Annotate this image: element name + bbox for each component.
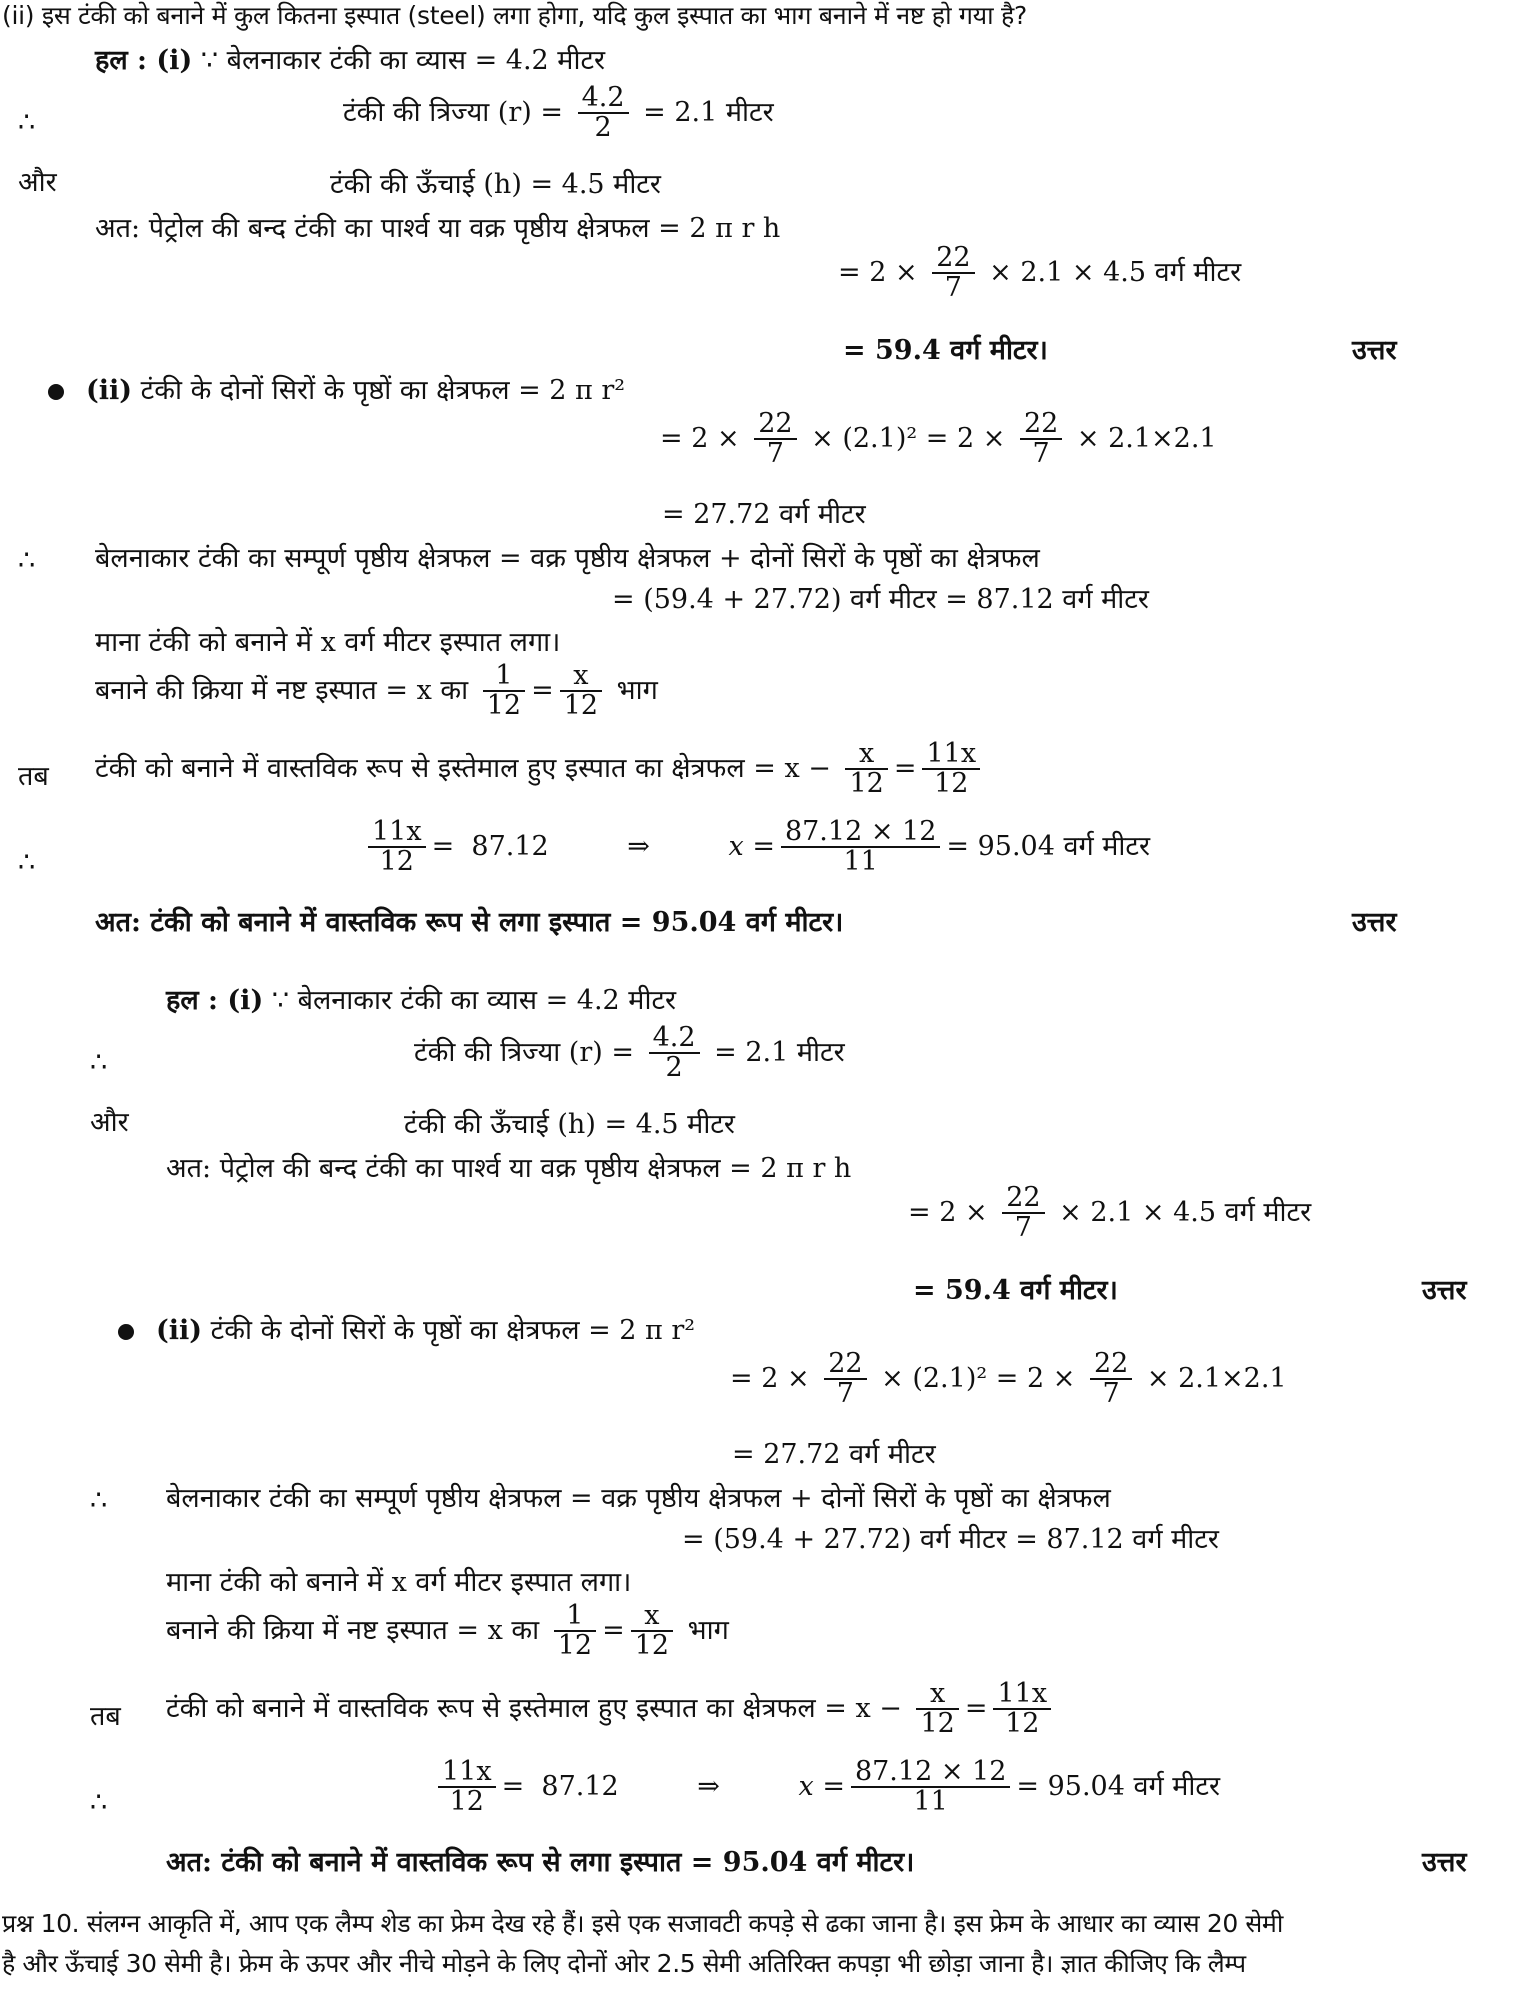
radius-fraction: $\frac{4.2}{2}$ [578,84,629,143]
csa-text: अत: पेट्रोल की बन्द टंकी का पार्श्व या वक्र पृष्ठीय क्षेत्रफल = 2 π r h [166,1153,852,1184]
ends-result: = 27.72 वर्ग मीटर [662,499,866,530]
height-text: टंकी की ऊँचाई (h) = 4.5 मीटर [330,169,661,200]
therefore-symbol: ∴ [90,1787,108,1818]
equation-line: $\frac{11x}{12}$ = 87.12 ⇒ x = $\frac{87.12 \times 12}{11}$ = 95.04 वर्ग मीटर [362,818,1150,877]
answer-label: उत्तर [1422,1847,1467,1878]
csa-calculation: = 2 × $\frac{22}{7}$ × 2.1 × 4.5 वर्ग मीटर [908,1182,1312,1244]
csa-calculation: = 2 × $\frac{22}{7}$ × 2.1 × 4.5 वर्ग मीटर [838,242,1242,304]
solution-2-radius: टंकी की त्रिज्या (r) = $\frac{4.2}{2}$ = 2.1 मीटर [414,1022,845,1084]
tsa-text: बेलनाकार टंकी का सम्पूर्ण पृष्ठीय क्षेत्रफल = वक्र पृष्ठीय क्षेत्रफल + दोनों सिरों के पृष्ठों का क्षेत्रफल [166,1483,1111,1514]
csa-text: अत: पेट्रोल की बन्द टंकी का पार्श्व या वक्र पृष्ठीय क्षेत्रफल = 2 π r h [95,213,781,244]
equation-line: $\frac{11x}{12}$ = 87.12 ⇒ x = $\frac{87.12 \times 12}{11}$ = 95.04 वर्ग मीटर [432,1758,1220,1817]
answer-label: उत्तर [1352,907,1397,938]
bullet-icon [48,384,64,400]
csa-result: = 59.4 वर्ग मीटर। [913,1275,1118,1306]
solution-1-radius [343,84,774,143]
radius-lhs: टंकी की त्रिज्या (r) = [343,96,563,128]
solution-2-diameter: हल : (i) ∵ बेलनाकार टंकी का व्यास = 4.2 मीटर [166,985,677,1016]
final-answer: अत: टंकी को बनाने में वास्तविक रूप से लगा इस्पात = 95.04 वर्ग मीटर। [166,1847,915,1878]
solution-1-diameter [95,46,605,76]
actual-steel-line: टंकी को बनाने में वास्तविक रूप से इस्तेमाल हुए इस्पात का क्षेत्रफल = x − $\frac{x}{12}$ = $\frac{11x}{12}$ [166,1680,1057,1739]
assume-text: माना टंकी को बनाने में x वर्ग मीटर इस्पात लगा। [95,627,561,658]
ends-calculation: = 2 × $\frac{22}{7}$ × (2.1)² = 2 × $\frac{22}{7}$ × 2.1×2.1 [730,1348,1287,1410]
radius-rhs: = 2.1 मीटर [643,96,774,128]
waste-line: बनाने की क्रिया में नष्ट इस्पात = x का $\frac{1}{12}$ = $\frac{x}{12}$ भाग [166,1600,729,1662]
hal-label: हल : (i) [95,45,193,76]
tsa-text: बेलनाकार टंकी का सम्पूर्ण पृष्ठीय क्षेत्रफल = वक्र पृष्ठीय क्षेत्रफल + दोनों सिरों के पृष्ठों का क्षेत्रफल [95,543,1040,574]
therefore-symbol: ∴ [18,847,36,878]
ends-result: = 27.72 वर्ग मीटर [732,1439,936,1470]
tab-label: तब [18,761,49,792]
arrow-icon: ⇒ [627,830,650,862]
actual-steel-line: टंकी को बनाने में वास्तविक रूप से इस्तेमाल हुए इस्पात का क्षेत्रफल = x − $\frac{x}{12}$ = $\frac{11x}{12}$ [95,740,986,799]
next-question-line-1: प्रश्न 10. संलग्न आकृति में, आप एक लैम्प शेड का फ्रेम देख रहे हैं। इसे एक सजावटी कपड़े से ढका जाना है। इस फ्रेम के आधार का व्यास 20 सेमी [2,1909,1283,1938]
diameter-text: ∵ बेलनाकार टंकी का व्यास = 4.2 मीटर [200,45,606,76]
arrow-icon: ⇒ [697,1770,720,1802]
and-label: और [90,1107,129,1138]
fraction-22-7: $\frac{22}{7}$ [932,244,974,303]
answer-label: उत्तर [1422,1275,1467,1306]
therefore-symbol: ∴ [90,1485,108,1516]
tab-label: तब [90,1701,121,1732]
tsa-calculation: = (59.4 + 27.72) वर्ग मीटर = 87.12 वर्ग मीटर [682,1524,1219,1555]
assume-text: माना टंकी को बनाने में x वर्ग मीटर इस्पात लगा। [166,1567,632,1598]
ends-area-line: (ii) टंकी के दोनों सिरों के पृष्ठों का क्षेत्रफल = 2 π r² [48,376,625,406]
csa-result: = 59.4 वर्ग मीटर। [843,335,1048,366]
next-question-line-2: है और ऊँचाई 30 सेमी है। फ्रेम के ऊपर और नीचे मोड़ने के लिए दोनों ओर 2.5 सेमी अतिरिक्त कपड़ा भी छोड़ा जाना है। ज्ञात कीजिए कि लैम्प [2,1949,1246,1978]
bullet-icon [118,1324,134,1340]
therefore-symbol: ∴ [90,1047,108,1078]
therefore-symbol: ∴ [18,545,36,576]
height-text: टंकी की ऊँचाई (h) = 4.5 मीटर [404,1109,735,1140]
ends-calculation: = 2 × $\frac{22}{7}$ × (2.1)² = 2 × $\frac{22}{7}$ × 2.1×2.1 [660,408,1217,470]
answer-label: उत्तर [1352,335,1397,366]
question-part-ii: (ii) इस टंकी को बनाने में कुल कितना इस्पात (steel) लगा होगा, यदि कुल इस्पात का भाग बनाने में नष्ट हो गया है? [2,1,1027,30]
tsa-calculation: = (59.4 + 27.72) वर्ग मीटर = 87.12 वर्ग मीटर [612,584,1149,615]
ends-area-line: (ii) टंकी के दोनों सिरों के पृष्ठों का क्षेत्रफल = 2 π r² [118,1316,695,1346]
waste-line: बनाने की क्रिया में नष्ट इस्पात = x का $\frac{1}{12}$ = $\frac{x}{12}$ भाग [95,660,658,722]
final-answer: अत: टंकी को बनाने में वास्तविक रूप से लगा इस्पात = 95.04 वर्ग मीटर। [95,907,844,938]
and-label: और [18,167,57,198]
therefore-symbol: ∴ [18,107,36,138]
